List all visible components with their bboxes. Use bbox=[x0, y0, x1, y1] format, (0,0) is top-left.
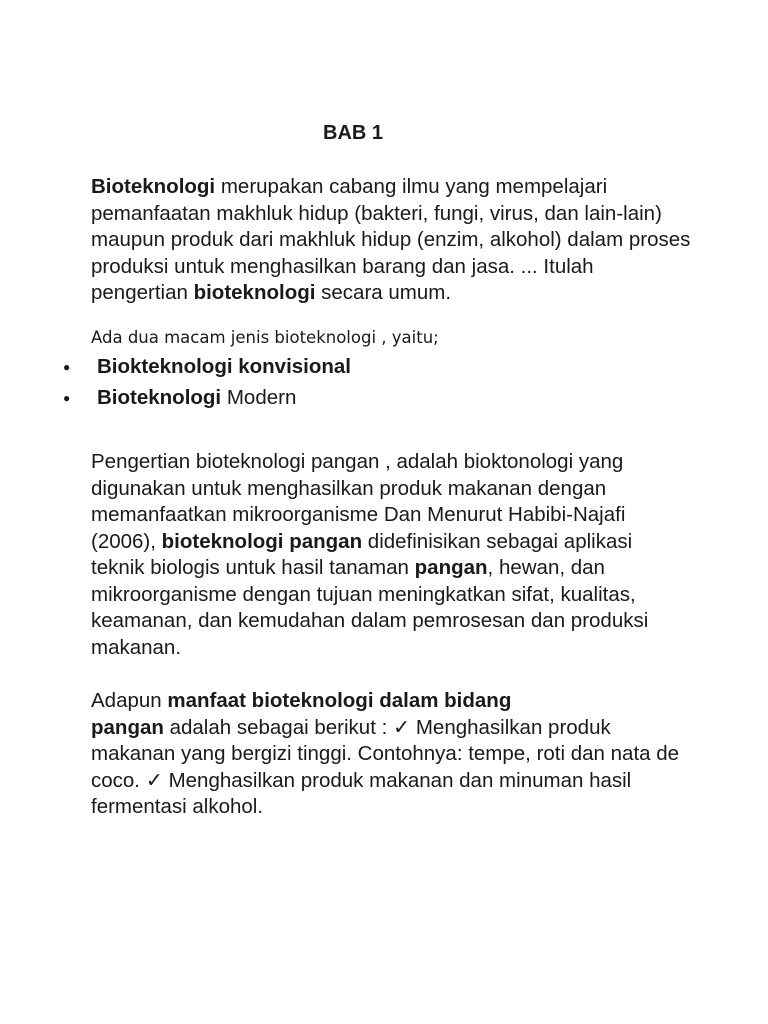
list-item bbox=[60, 354, 351, 385]
type-modern-term: Bioteknologi bbox=[97, 386, 222, 409]
type-modern-rest: Modern bbox=[221, 386, 297, 409]
bullet-icon: ● bbox=[63, 391, 71, 405]
term-pangan-2: pangan bbox=[91, 715, 164, 739]
term-pangan: pangan bbox=[414, 556, 488, 579]
food-biotech-paragraph bbox=[91, 449, 691, 661]
bullet-icon: ● bbox=[63, 360, 71, 374]
definition-paragraph bbox=[91, 174, 691, 307]
food-biotech-text-2: didefinisikan sebagai aplikasi teknik biologis untuk hasil tanaman bbox=[91, 529, 633, 579]
benefits-text-2: adalah sebagai berikut : ✓ Menghasilkan produk makanan yang bergizi tinggi. Contohnya: tempe, roti dan nata de coco. ✓ Menghasilkan produk makanan dan minuman hasil fermentasi alkohol. bbox=[91, 715, 680, 818]
list-item bbox=[60, 385, 351, 416]
food-biotech-text-3: , hewan, dan mikroorganisme dengan tujuan meningkatkan sifat, kualitas, keamanan, dan kemudahan dalam pemrosesan dan produksi makanan. bbox=[91, 556, 649, 659]
types-intro: Ada dua macam jenis bioteknologi , yaitu; bbox=[91, 328, 439, 347]
term-manfaat: manfaat bioteknologi dalam bidang bbox=[167, 689, 512, 712]
term-bioteknologi: Bioteknologi bbox=[91, 175, 216, 198]
chapter-heading: BAB 1 bbox=[323, 122, 384, 144]
types-list bbox=[60, 354, 351, 416]
food-biotech-text: Pengertian bioteknologi pangan , adalah bioktonologi yang digunakan untuk menghasilkan produk makanan dengan memanfaatkan mikroorganisme Dan Menurut Habibi-Najafi (2006), bbox=[91, 450, 626, 553]
benefits-paragraph bbox=[91, 688, 691, 821]
term-bioteknologi-pangan: bioteknologi pangan bbox=[161, 529, 363, 553]
benefits-text: Adapun bbox=[91, 689, 168, 712]
definition-text: merupakan cabang ilmu yang mempelajari pemanfaatan makhluk hidup (bakteri, fungi, virus, dan lain-lain) maupun produk dari makhluk hidup (enzim, alkohol) dalam proses produksi untuk menghasilkan barang dan jasa. ... Itulah pengertian bbox=[91, 175, 691, 304]
term-bioteknologi-2: bioteknologi bbox=[193, 281, 316, 304]
type-conventional: Biokteknologi konvisional bbox=[97, 355, 352, 378]
definition-text-end: secara umum. bbox=[315, 281, 452, 304]
